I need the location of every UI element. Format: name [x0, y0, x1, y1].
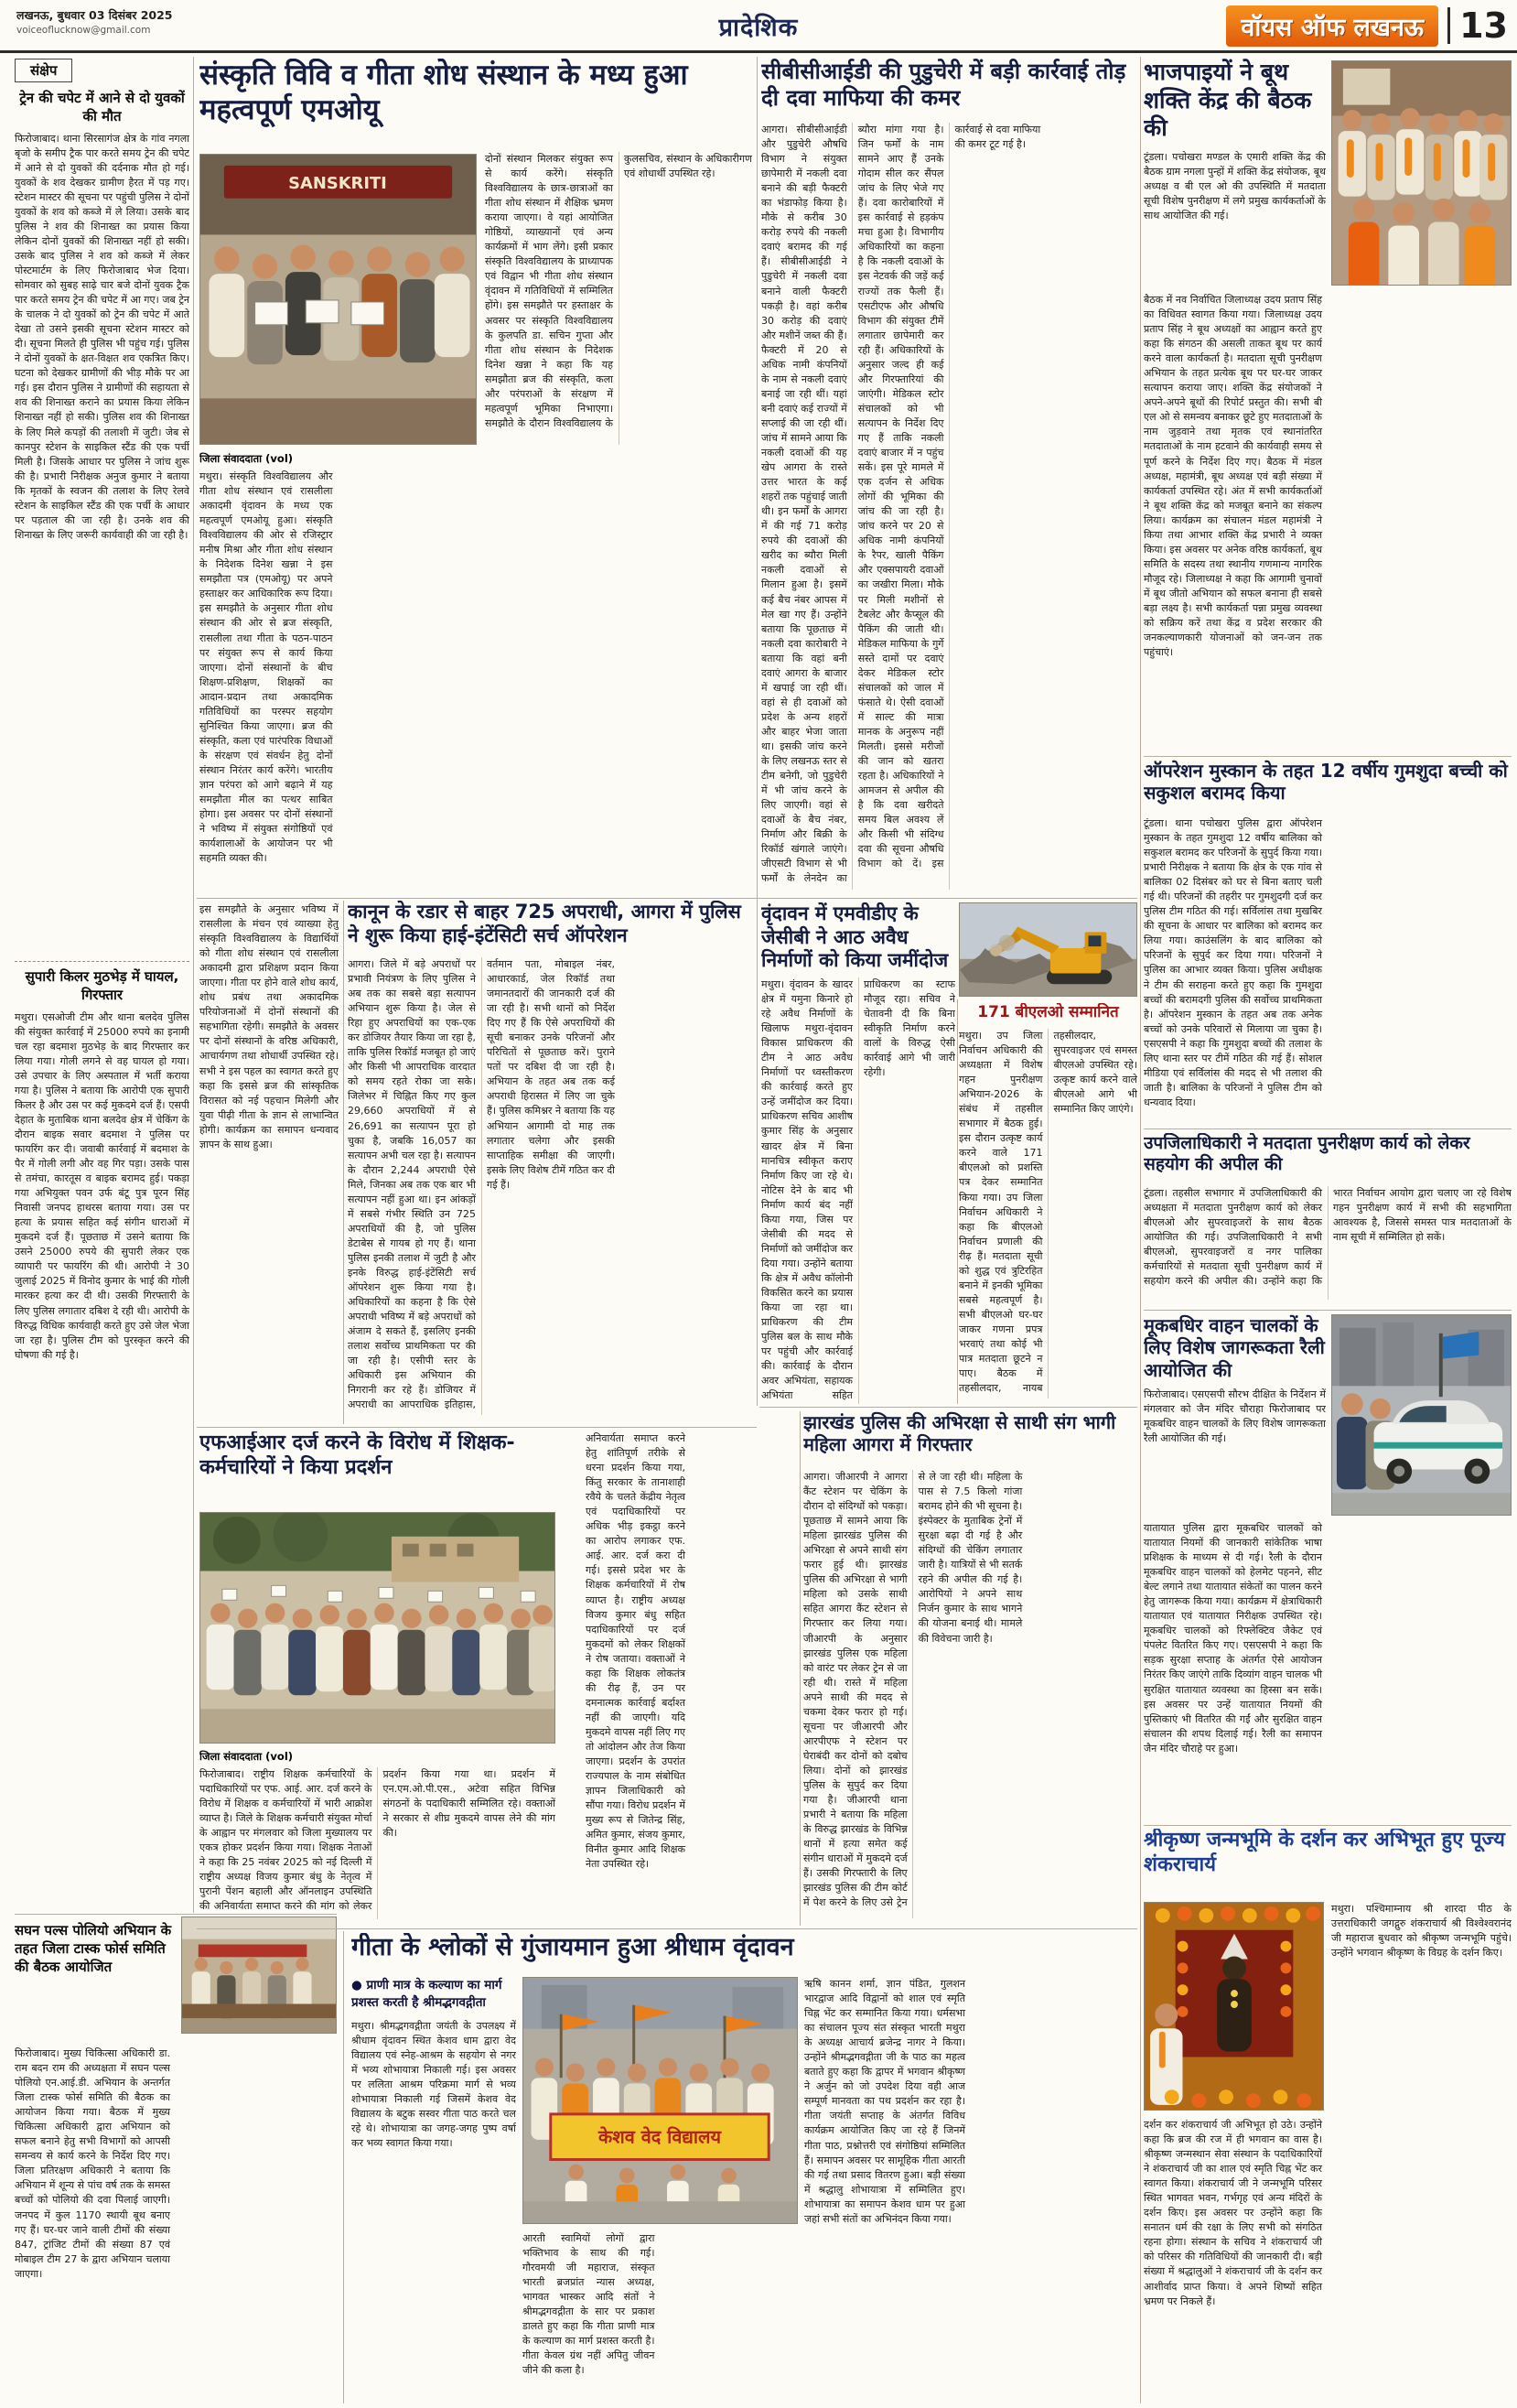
- rally-photo-wrap: [1331, 1314, 1512, 1516]
- jcb-demolition-photo: [959, 902, 1137, 997]
- briefs-divider: [15, 961, 189, 962]
- bjp-photo-wrap: [1331, 60, 1512, 286]
- column-rule: [757, 57, 758, 1406]
- mou-headline: संस्कृति विवि व गीता शोध संस्थान के मध्य हुआ महत्वपूर्ण एमओयू: [199, 59, 688, 126]
- article-sdm-appeal: [1144, 1133, 1512, 1305]
- column-rule: [800, 1411, 801, 1926]
- muskan-headline: ऑपरेशन मुस्कान के तहत 12 वर्षीय गुमशुदा बच्ची को सकुशल बरामद किया: [1144, 760, 1508, 804]
- shankaracharya-body-main: दर्शन कर शंकराचार्य जी अभिभूत हो उठे। उन्होंने कहा कि ब्रज की रज में ही भगवान का वास है। श्रीकृष्ण जन्मस्थान सेवा संस्थान के पदाधिकारियों ने शंकराचार्य जी का शाल एवं स्मृति चिह्न भेंट कर स्वागत किया। शंकराचार्य जी ने जन्मभूमि परिसर स्थित भागवत भवन, गर्भगृह एवं अन्य मंदिरों के दर्शन किए। इस अवसर पर उन्होंने कहा कि सनातन धर्म की रक्षा के लिए सभी को संगठित रहना होगा। संस्थान के सचिव ने शंकराचार्य जी को परिसर की गतिविधियों की जानकारी दी। बड़ी संख्या में श्रद्धालुओं ने शंकराचार्य जी के दर्शन कर आशीर्वाद प्राप्त किया। वे अपने शिष्यों सहित भ्रमण पर निकले हैं।: [1144, 2119, 1322, 2307]
- blo-headline: 171 बीएलओ सम्मानित: [977, 1003, 1119, 1021]
- bjp-body: बैठक में नव निर्वाचित जिलाध्यक्ष उदय प्रताप सिंह का विधिवत स्वागत किया गया। जिलाध्यक्ष उदय प्रताप सिंह ने बूथ अध्यक्षों का आह्वान करते हुए कहा कि संगठन की असली ताकत बूथ पर कार्य करने वाला कार्यकर्ता है। मतदाता सूची पुनरीक्षण अभियान के तहत प्रत्येक बूथ पर घर-घर जाकर सत्यापन कराया जाए। शक्ति केंद्र संयोजकों ने अपने-अपने बूथों की रिपोर्ट प्रस्तुत की। सभी बी एल ओ से समन्वय बनाकर छूटे हुए मतदाताओं के नाम जुड़वाने तथा मृतक एवं स्थानांतरित मतदाताओं के नाम हटवाने की कार्यवाही समय से पूर्ण करने के निर्देश दिए गए। बैठक में मंडल अध्यक्ष, महामंत्री, बूथ अध्यक्ष एवं बड़ी संख्या में कार्यकर्ता उपस्थित रहे। अंत में सभी कार्यकर्ताओं ने बूथ शक्ति केंद्र को मजबूत बनाने का संकल्प लिया। कार्यक्रम का संचालन मंडल महामंत्री ने किया तथा आभार शक्ति केंद्र प्रभारी ने व्यक्त किया। इस अवसर पर अनेक वरिष्ठ कार्यकर्ता, बूथ समिति के सदस्य तथा स्थानीय गणमान्य नागरिक मौजूद रहे। जिलाध्यक्ष ने कहा कि आगामी चुनावों में बूथ जीतो अभियान को सफल बनाना ही सबसे बड़ा लक्ष्य है। सभी कार्यकर्ता पन्ना प्रमुख व्यवस्था को सक्रिय करें तथा केंद्र व प्रदेश सरकार की जनकल्याणकारी योजनाओं को जन-जन तक पहुंचाएं।: [1144, 294, 1322, 659]
- edition-date: लखनऊ, बुधवार 03 दिसंबर 2025: [16, 8, 173, 22]
- procession-photo: [522, 1977, 798, 2224]
- shankaracharya-darshan-photo: [1144, 1902, 1324, 2111]
- article-jharkhand-arrest: [803, 1411, 1137, 1924]
- column-rule: [193, 57, 194, 1913]
- article-operation-muskan: [1144, 760, 1512, 1124]
- section-rule: [197, 1427, 757, 1428]
- brief-contract-killer: [15, 968, 189, 1907]
- section-rule: [1144, 1310, 1512, 1311]
- geeta-left-col: [351, 1977, 516, 2403]
- brief-headline: सुपारी किलर मुठभेड़ में घायल, गिरफ्तार: [25, 968, 179, 1003]
- page-header: [0, 0, 1517, 53]
- article-radar-criminals: [348, 901, 754, 1424]
- column-rule: [343, 1931, 344, 2403]
- teachers-protest-photo: [199, 1512, 555, 1744]
- shankaracharya-headline: श्रीकृष्ण जन्मभूमि के दर्शन कर अभिभूत हुए पूज्य शंकराचार्य: [1144, 1829, 1505, 1876]
- radar-headline: कानून के रडार से बाहर 725 अपराधी, आगरा में पुलिस ने शुरू किया हाई-इंटेंसिटी सर्च ऑपरेशन: [348, 901, 741, 946]
- bjp-intro: टूंडला। पचोखरा मण्डल के एमारी शक्ति केंद्र की बैठक ग्राम नगला पुन्हों में शक्ति केंद्र संयोजक, बूथ अध्यक्ष व बी एल ओ की उपस्थिति में मतदाता सूची विशेष पुनरीक्षण में लगे प्रमुख कार्यकर्ताओं के साथ आयोजित की गई।: [1144, 151, 1326, 222]
- geeta-body-right: ऋषि कानन शर्मा, ज्ञान पंडित, गुलशन भारद्वाज आदि विद्वानों को शाल एवं स्मृति चिह्न भेंट कर सम्मानित किया गया। धर्मसभा का संचालन पूज्य संत संस्कृत भारती मथुरा के अध्यक्ष आचार्य ब्रजेन्द्र नागर ने किया। उन्होंने श्रीमद्भगवद्गीता जी के पाठ का महत्व बताते हुए कहा कि द्वापर में भगवान श्रीकृष्ण ने अर्जुन को जो उपदेश दिया वही आज सम्पूर्ण मानवता का पथ प्रदर्शन कर रहा है। गीता जयंती सप्ताह के अंतर्गत विविध कार्यक्रम आयोजित किए जा रहे हैं जिनमें गीता पाठ, प्रश्नोत्तरी एवं संगोष्ठियां सम्मिलित हैं। समापन अवसर पर सामूहिक गीता आरती की गई तथा प्रसाद वितरण हुआ। बड़ी संख्या में श्रद्धालु शोभायात्रा में सम्मिलित हुए। शोभायात्रा का समापन केशव धाम पर हुआ जहां सभी संतों का अभिनंदन किया गया।: [804, 1978, 965, 2225]
- brief-body: फिरोजाबाद। मुख्य चिकित्सा अधिकारी डा. राम बदन राम की अध्यक्षता में सघन पल्स पोलियो एन.आई.डी. अभियान के अन्तर्गत जिला टास्क फोर्स समिति की बैठक का आयोजन किया गया। बैठक में मुख्य चिकित्सा अधिकारी द्वारा अभियान को सफल बनाने हेतु सभी विभागों को आपसी समन्वय से कार्य करने के निर्देश दिए गए। जिला प्रतिरक्षण अधिकारी ने बताया कि अभियान में शून्य से पांच वर्ष तक के समस्त बच्चों को पोलियो की दवा पिलाई जाएगी। जनपद में कुल 1170 स्थायी बूथ बनाए गए हैं। घर-घर जाने वाली टीमों की संख्या 847, ट्रांजिट टीमों की संख्या 87 एवं मोबाइल टीम 27 के द्वारा अभियान चलाया जाएगा।: [15, 2047, 170, 2280]
- fir-body-side: अनिवार्यता समाप्त करने हेतु शांतिपूर्ण तरीके से धरना प्रदर्शन किया गया, किंतु सरकार के तानाशाही रवैये के चलते केंद्रीय नेतृत्व एवं पदाधिकारियों पर अधिक भीड़ इकट्ठा करने का आरोप लगाकर एफ. आई. आर. दर्ज करा दी गई। इससे प्रदेश भर के शिक्षक कर्मचारियों में रोष व्याप्त है। राष्ट्रीय अध्यक्ष विजय कुमार बंधु सहित पदाधिकारियों पर दर्ज मुकदमों को लेकर शिक्षकों ने रोष जताया। वक्ताओं ने कहा कि शिक्षक लोकतंत्र की रीढ़ हैं, उन पर दमनात्मक कार्रवाई बर्दाश्त नहीं की जाएगी। यदि मुकदमे वापस नहीं लिए गए तो आंदोलन और तेज किया जाएगा। प्रदर्शन के उपरांत राज्यपाल के नाम संबोधित ज्ञापन जिलाधिकारी को सौंपा गया। विरोध प्रदर्शन में मुख्य रूप से जितेन्द्र सिंह, अमित कुमार, संजय कुमार, विनीत कुमार आदि शिक्षक नेता उपस्थित रहे।: [586, 1432, 685, 1871]
- rally-body: यातायात पुलिस द्वारा मूकबधिर चालकों को यातायात नियमों की जानकारी सांकेतिक भाषा प्रशिक्षक के माध्यम से दी गई। रैली के दौरान मूकबधिर वाहन चालकों को हेलमेट पहनने, सीट बेल्ट लगाने तथा यातायात संकेतों का पालन करने हेतु जागरूक किया गया। कार्यक्रम में क्षेत्राधिकारी यातायात एवं यातायात निरीक्षक उपस्थित रहे। मूकबधिर चालकों को रिफ्लेक्टिव जैकेट एवं पंपलेट वितरित किए गए। एसएसपी ने कहा कि सड़क सुरक्षा सप्ताह के अंतर्गत ऐसे आयोजन निरंतर किए जाएंगे ताकि दिव्यांग वाहन चालक भी सुरक्षित यातायात व्यवस्था का हिस्सा बन सकें। इस अवसर पर उन्हें यातायात नियमों की पुस्तिकाएं भी वितरित की गईं और सुरक्षित वाहन संचालन की शपथ दिलाई गई। रैली का समापन जैन मंदिर चौराहे पर हुआ।: [1144, 1522, 1322, 1755]
- rally-intro: फिरोजाबाद। एसएसपी सौरभ दीक्षित के निर्देशन में मंगलवार को जैन मंदिर चौराहा फिरोजाबाद पर मूकबधिर वाहन चालकों के लिए विशेष जागरूकता रैली आयोजित की गई।: [1144, 1388, 1326, 1445]
- jcb-body: मथुरा। वृंदावन के खादर क्षेत्र में यमुना किनारे हो रहे अवैध निर्माणों के खिलाफ मथुरा-वृंदावन विकास प्राधिकरण की टीम ने आठ अवैध निर्माणों पर ध्वस्तीकरण की कार्रवाई करते हुए उन्हें जमींदोज कर दिया। प्राधिकरण सचिव आशीष कुमार सिंह के अनुसार खादर क्षेत्र में बिना मानचित्र स्वीकृत कराए निर्माण किए जा रहे थे। नोटिस देने के बाद भी निर्माण कार्य बंद नहीं किया गया, जिस पर जेसीबी की मदद से निर्माणों को जमींदोज कर दिया गया। उन्होंने बताया कि क्षेत्र में अवैध कॉलोनी विकसित करने का प्रयास किया जा रहा था। प्राधिकरण की टीम पुलिस बल के साथ मौके पर पहुंची और कार्रवाई की। कार्रवाई के दौरान अवर अभियंता, सहायक अभियंता सहित प्राधिकरण का स्टाफ मौजूद रहा। सचिव ने चेतावनी दी कि बिना स्वीकृति निर्माण करने वालों के विरुद्ध ऐसी कार्रवाई आगे भी जारी रहेगी।: [761, 978, 955, 1402]
- geeta-body-left: मथुरा। श्रीमद्भगवद्गीता जयंती के उपलक्ष्य में श्रीधाम वृंदावन स्थित केशव धाम द्वारा वेद विद्यालय एवं स्नेह-आश्रम के सहयोग से नगर में भव्य शोभायात्रा निकाली गई। इस अवसर पर ललिता आश्रम परिक्रमा मार्ग से भव्य शोभायात्रा निकाली गई जिसमें केशव वेद विद्यालय के बटुक सस्वर गीता पाठ करते चल रहे थे। शोभायात्रा का जगह-जगह पुष्प वर्षा कर भव्य स्वागत किया गया।: [351, 2019, 516, 2150]
- section-rule: [15, 1914, 337, 1915]
- section-rule: [1144, 1825, 1512, 1826]
- section-rule: [197, 898, 1137, 899]
- photo-banner-text: SANSKRITI: [288, 173, 387, 193]
- procession-banner-text: केशव वेद विद्यालय: [598, 2126, 721, 2148]
- geeta-body-below: आरती स्वामियों लोगों द्वारा भक्तिभाव के साथ की गई। गौरवमयी जी महाराज, संस्कृत भारती ब्रजप्रांत न्यास अध्यक्ष, भागवत भास्कर आदि संतों ने श्रीमद्भगवद्गीता के सार पर प्रकाश डालते हुए कहा कि गीता प्राणी मात्र के कल्याण का मार्ग प्रशस्त करती है। गीता केवल ग्रंथ नहीं अपितु जीवन जीने की कला है।: [522, 2232, 655, 2377]
- brief-polio-taskforce: [15, 1917, 337, 2403]
- jcb-headline: वृंदावन में एमवीडीए के जेसीबी ने आठ अवैध निर्माणों को किया जमींदोज: [761, 902, 949, 972]
- column-rule: [1140, 57, 1141, 2403]
- sdm-headline: उपजिलाधिकारी ने मतदाता पुनरीक्षण कार्य को लेकर सहयोग की अपील की: [1144, 1133, 1470, 1175]
- masthead-divider: [1447, 7, 1450, 44]
- muskan-body: टूंडला। थाना पचोखरा पुलिस द्वारा ऑपरेशन मुस्कान के तहत गुमशुदा 12 वर्षीय बालिका को सकुशल बरामद कर परिजनों के सुपुर्द किया गया। प्रभारी निरीक्षक ने बताया कि क्षेत्र के एक गांव से बालिका 02 दिसंबर को घर से बिना बताए चली गई थी। परिजनों की तहरीर पर गुमशुदगी दर्ज कर पुलिस टीम गठित की गई। सर्विलांस तथा मुखबिर की सूचना के आधार पर बालिका को बरामद कर लिया गया। काउंसलिंग के बाद बालिका को परिजनों के सुपुर्द कर दिया गया। परिजनों ने पुलिस का आभार व्यक्त किया। पुलिस अधीक्षक ने टीम की सराहना करते हुए कहा कि गुमशुदा बच्चों की बरामदगी पुलिस की सर्वोच्च प्राथमिकता है। ऑपरेशन मुस्कान के तहत अब तक अनेक बच्चों को उनके परिवारों से मिलाया जा चुका है। एसएसपी ने कहा कि गुमशुदा बच्चों की तलाश के लिए थाना स्तर पर टीमें गठित की गई हैं। सोशल मीडिया एवं सर्विलांस की मदद से भी तलाश की जाती है। बालिका के परिजनों ने पुलिस टीम को धन्यवाद दिया।: [1144, 817, 1322, 1108]
- section-title: प्रादेशिक: [718, 14, 799, 42]
- article-cbcid-raid: [761, 59, 1137, 895]
- mou-photo-wrap: [199, 154, 477, 445]
- fir-body-main-wrap: [199, 1750, 555, 1925]
- byline: जिला संवाददाता (vol): [199, 452, 294, 465]
- fir-photo-wrap: [199, 1512, 555, 1744]
- bjp-meeting-photo: [1331, 60, 1512, 286]
- contact-email: voiceoflucknow@gmail.com: [16, 25, 151, 36]
- section-rule: [197, 1928, 1137, 1929]
- radar-body: आगरा। जिले में बड़े अपराधों पर प्रभावी नियंत्रण के लिए पुलिस ने अब तक का सबसे बड़ा सत्यापन अभियान शुरू किया है। जेल से रिहा हुए अपराधियों का एक-एक कर डोजियर तैयार किया जा रहा है, ताकि पुलिस रिकॉर्ड मजबूत हो जाएं और किसी भी आपराधिक वारदात को समय रहते रोका जा सके। जिलेभर में चिह्नित किए गए कुल 29,660 अपराधियों में से 26,691 का सत्यापन पूरा हो चुका है, जबकि 16,057 का सत्यापन अभी चल रहा है। सत्यापन के दौरान 2,244 अपराधी ऐसे मिले, जिनका अब तक एक बार भी सत्यापन नहीं हुआ था। इन आंकड़ों में सबसे गंभीर स्थिति उन 725 अपराधियों की है, जो पुलिस डेटाबेस से गायब हो गए हैं। थाना पुलिस इनकी तलाश में जुटी है और इनके विरुद्ध हाई-इंटेंसिटी सर्च ऑपरेशन शुरू किया गया है। अधिकारियों का कहना है कि ऐसे अपराधी भविष्य में बड़े अपराधों को अंजाम दे सकते हैं, इसलिए इनकी तलाश सर्वोच्च प्राथमिकता पर की जा रही है। एसीपी स्तर के अधिकारी इस अभियान की निगरानी कर रहे हैं। डोजियर में अपराधी का आपराधिक इतिहास, वर्तमान पता, मोबाइल नंबर, आधारकार्ड, जेल रिकॉर्ड तथा जमानतदारों की जानकारी दर्ज की जा रही है। सभी थानों को निर्देश दिए गए हैं कि ऐसे अपराधियों की सूची बनाकर उनके परिजनों और परिचितों से पूछताछ करें। पुराने पतों पर दबिश दी जा रही है। अभियान के तहत अब तक कई अपराधी हिरासत में लिए जा चुके हैं। पुलिस कमिश्नर ने बताया कि यह अभियान आगामी दो माह तक लगातार चलेगा और इसकी साप्ताहिक समीक्षा की जाएगी। इसके लिए विशेष टीमें गठित कर दी गई हैं।: [348, 958, 615, 1411]
- awareness-rally-car-photo: [1331, 1314, 1512, 1516]
- polio-meeting-photo: [181, 1917, 337, 2034]
- column-rule: [957, 999, 958, 1404]
- geeta-kicker: ● प्राणी मात्र के कल्याण का मार्ग प्रशस्त करती है श्रीमद्भगवद्गीता: [351, 1978, 502, 2010]
- section-rule: [1144, 756, 1512, 757]
- mou-body-continued: इस समझौते के अनुसार भविष्य में रासलीला के मंचन एवं व्याख्या हेतु संस्कृति विश्वविद्यालय के विद्यार्थियों को गीता शोध संस्थान एवं रासलीला अकादमी द्वारा प्रशिक्षण प्रदान किया जाएगा। गीता पर होने वाले शोध कार्य, शोध प्रबंध तथा अकादमिक परियोजनाओं में दोनों संस्थानों की सहभागिता रहेगी। समझौते के अवसर पर दोनों संस्थानों के वरिष्ठ अधिकारी, आचार्यगण तथा शोधार्थी उपस्थित रहे। सभी ने इस पहल का स्वागत करते हुए कहा कि इससे ब्रज की सांस्कृतिक विरासत को नई पहचान मिलेगी और युवा पीढ़ी गीता के ज्ञान से लाभान्वित होगी। कार्यक्रम का समापन धन्यवाद ज्ञापन के साथ हुआ।: [199, 903, 339, 1150]
- jharkhand-headline: झारखंड पुलिस की अभिरक्षा से साथी संग भागी महिला आगरा में गिरफ्तार: [803, 1411, 1116, 1456]
- brief-headline: ट्रेन की चपेट में आने से दो युवकों की मौत: [19, 90, 185, 124]
- blo-body: मथुरा। उप जिला निर्वाचन अधिकारी की अध्यक्षता में विशेष गहन पुनरीक्षण अभियान-2026 के संबंध में तहसील सभागार में बैठक हुई। इस दौरान उत्कृष्ट कार्य करने वाले 171 बीएलओ को प्रशस्ति पत्र देकर सम्मानित किया गया। उप जिला निर्वाचन अधिकारी ने कहा कि बीएलओ निर्वाचन प्रणाली की रीढ़ हैं। मतदाता सूची को शुद्ध एवं त्रुटिरहित बनाने में इनकी भूमिका सबसे महत्वपूर्ण है। सभी बीएलओ घर-घर जाकर गणना प्रपत्र भरवाएं तथा कोई भी पात्र मतदाता छूटने न पाए। बैठक में तहसीलदार, नायब तहसीलदार, सुपरवाइजर एवं समस्त बीएलओ उपस्थित रहे। उत्कृष्ट कार्य करने वाले बीएलओ आगे भी सम्मानित किए जाएंगे।: [959, 1030, 1137, 1395]
- shankaracharya-body-side: मथुरा। पश्चिमाम्नाय श्री शारदा पीठ के उत्तराधिकारी जगद्गुरु शंकराचार्य श्री विश्वेश्वरानंद जी महाराज बुधवार को श्रीकृष्ण जन्मभूमि पहुंचे। उन्होंने भगवान श्रीकृष्ण के विग्रह के दर्शन किए।: [1331, 1903, 1512, 1960]
- brief-train-deaths: [15, 59, 189, 959]
- mou-body-side: दोनों संस्थान मिलकर संयुक्त रूप से कार्य करेंगे। संस्कृति विश्वविद्यालय के छात्र-छात्राओं का गीता शोध संस्थान में शैक्षिक भ्रमण कराया जाएगा। वे यहां आयोजित गोष्ठियों, व्याख्यानों एवं अन्य कार्यक्रमों में भाग लेंगे। इसी प्रकार संस्कृति विश्वविद्यालय के प्राध्यापक एवं विद्वान भी गीता शोध संस्थान वृंदावन में गतिविधियों में सम्मिलित होंगे। इस समझौते पर हस्ताक्षर के अवसर पर संस्कृति विश्वविद्यालय के कुलपति डा. सचिन गुप्ता और गीता शोध संस्थान के निदेशक दिनेश खन्ना ने कहा कि यह समझौता ब्रज की संस्कृति, कला और परंपराओं के संरक्षण में महत्वपूर्ण भूमिका निभाएगा। समझौते के दौरान विश्वविद्यालय के कुलसचिव, संस्थान के अधिकारीगण एवं शोधार्थी उपस्थित रहे।: [485, 153, 752, 429]
- section-rule: [1144, 1128, 1512, 1129]
- section-rule: [759, 1407, 1137, 1408]
- brief-headline: सघन पल्स पोलियो अभियान के तहत जिला टास्क फोर्स समिति की बैठक आयोजित: [15, 1922, 172, 1975]
- geeta-photo-wrap: [522, 1977, 798, 2224]
- mou-signing-photo: [199, 154, 477, 445]
- article-blo-honoured: [959, 1003, 1137, 1404]
- cbcid-body: आगरा। सीबीसीआईडी और पुडुचेरी औषधि विभाग ने संयुक्त छापेमारी में नकली दवा बनाने की बड़ी फैक्टरी का भंडाफोड़ किया है। मौके से करीब 30 करोड़ रुपये की नकली दवाएं बरामद की गई हैं। सीबीसीआईडी ने पुडुचेरी में नकली दवा बनाने वाली फैक्टरी पकड़ी है। वहां करीब 30 करोड़ की दवाएं और मशीनें जब्त की हैं। फैक्टरी में 20 से अधिक नामी कंपनियों के नाम से नकली दवाएं बनाई जा रही थीं। यहां बनी दवाएं कई राज्यों में सप्लाई की जा रही थीं। जांच में सामने आया कि नकली दवाओं की यह खेप आगरा के रास्ते उत्तर भारत के कई शहरों तक पहुंचाई जाती थी। इन फर्मों के आगरा में की गई 71 करोड़ रुपये की दवाओं की खरीद का ब्यौरा मिली नकली दवाओं से मिलान हुआ है। इसमें कई बैच नंबर आपस में मेल खा गए हैं। उन्होंने बताया कि पूछताछ में नकली दवा कारोबारी ने बताया कि वहां बनी दवाएं आगरा के बाजार में खपाई जा रही थीं। वहां से ही दवाओं को प्रदेश के अन्य शहरों और बाहर भेजा जाता था। इसकी जांच करने के लिए लखनऊ स्तर से टीम बनेगी, जो पुडुचेरी में भी जांच करने के लिए जाएगी। वहां से दवाओं के बैच नंबर, निर्माण और बिक्री के रिकॉर्ड खंगाले जाएंगे। जीएसटी विभाग से भी फर्मों के लेनदेन का ब्यौरा मांगा गया है। जिन फर्मों के नाम सामने आए हैं उनके गोदाम सील कर सैंपल जांच के लिए भेजे गए हैं। दवा कारोबारियों में इस कार्रवाई से हड़कंप मचा हुआ है। विभागीय अधिकारियों का कहना है कि नकली दवाओं के इस नेटवर्क की जड़ें कई राज्यों तक फैली हैं। एसटीएफ और औषधि विभाग की संयुक्त टीमें लगातार छापेमारी कर रही हैं। अधिकारियों के अनुसार जल्द ही कई और गिरफ्तारियां की जाएंगी। मेडिकल स्टोर संचालकों को भी सत्यापन के निर्देश दिए गए हैं ताकि नकली दवाएं बाजार में न पहुंच सकें। इस पूरे मामले में एक दर्जन से अधिक लोगों की भूमिका की जांच की जा रही है। जांच करने पर 20 से अधिक नामी कंपनियों के रैपर, खाली पैकिंग और एक्सपायरी दवाओं का जखीरा मिला। मौके पर मिली मशीनों से टैबलेट और कैप्सूल की पैकिंग की जाती थी। मेडिकल माफिया के गुर्गे सस्ते दामों पर दवाएं देकर मेडिकल स्टोर संचालकों को जाल में फंसाते थे। ऐसी दवाओं में साल्ट की मात्रा मानक के अनुरूप नहीं मिलती। इससे मरीजों की जान को खतरा रहता है। अधिकारियों ने आमजन से अपील की है कि दवा खरीदते समय बिल अवश्य लें और किसी भी संदिग्ध दवा की सूचना औषधि विभाग को दें। इस कार्रवाई से दवा माफिया की कमर टूट गई है।: [761, 124, 1041, 885]
- brief-body: फिरोजाबाद। थाना सिरसागंज क्षेत्र के गांव नगला बृजो के समीप ट्रैक पार करते समय ट्रेन की चपेट में आने से दो युवकों की दर्दनाक मौत हो गई। युवकों के शव देखकर ग्रामीण हैरत में पड़ गए। स्टेशन मास्टर की सूचना पर पहुंची पुलिस ने दोनों युवकों के शव को कब्जे में ले लिया। उसके बाद पुलिस ने शव की शिनाख्त का प्रयास किया लेकिन दोनों युवकों की शिनाख्त नहीं हो सकी। उसके बाद पुलिस ने शव को कब्जे में लेकर पोस्टमार्टम के लिए फिरोजाबाद भेज दिया। सोमवार को सुबह साढ़े चार बजे दोनों युवक ट्रैक पार करते समय ट्रेन की चपेट में आ गए। जब ट्रेन के चालक ने दो युवकों को ट्रेन की चपेट में आते देखा तो उसने इसकी सूचना स्टेशन मास्टर को दी। सूचना मिलते ही पुलिस भी पहुंच गई। पुलिस ने दोनों युवकों के क्षत-विक्षत शव एकत्रित किए। घटना को देखकर ग्रामीणों की भीड़ मौके पर आ गई। इस दौरान पुलिस ने ग्रामीणों की सहायता से शव की शिनाख्त कराने का प्रयास किया लेकिन शिनाख्त नहीं हो सकी। पुलिस शव की शिनाख्त के लिए मिले कपड़ों की तलाशी में जुटी। जेब से कानपुर स्टेशन के साइकिल स्टैंड की एक पर्ची मिली है। जिसके आधार पर पुलिस ने जांच शुरू की है। प्रभारी निरीक्षक अनुज कुमार ने बताया कि मृतकों के स्वजन की तलाश के लिए रेलवे स्टेशन के साइकिल स्टैंड की एक पर्ची के आधार पर पड़ताल की जा रही है। उनके शव की शिनाख्त के लिए जरूरी कार्यवाही की जा रही है।: [15, 132, 189, 541]
- fir-headline: एफआईआर दर्ज करने के विरोध में शिक्षक-कर्मचारियों ने किया प्रदर्शन: [199, 1431, 515, 1479]
- sdm-body: टूंडला। तहसील सभागार में उपजिलाधिकारी की अध्यक्षता में मतदाता पुनरीक्षण कार्य को लेकर बीएलओ और सुपरवाइजरों के साथ बैठक आयोजित की गई। उपजिलाधिकारी ने सभी बीएलओ, सुपरवाइजरों व नगर पालिका कर्मचारियों से मतदाता सूची पुनरीक्षण कार्य में सहयोग करने की अपील की। उन्होंने कहा कि भारत निर्वाचन आयोग द्वारा चलाए जा रहे विशेष गहन पुनरीक्षण कार्य में सभी की सहभागिता आवश्यक है, जिससे समस्त पात्र मतदाताओं के नाम सूची में सम्मिलित हो सकें।: [1144, 1187, 1512, 1288]
- jharkhand-body: आगरा। जीआरपी ने आगरा कैंट स्टेशन पर चेकिंग के दौरान दो संदिग्धों को पकड़ा। पूछताछ में सामने आया कि महिला झारखंड पुलिस की अभिरक्षा से अपने साथी संग फरार हुई थी। झारखंड पुलिस की अभिरक्षा से भागी महिला को उसके साथी सहित आगरा कैंट स्टेशन से गिरफ्तार कर लिया गया। जीआरपी के अनुसार झारखंड पुलिस एक महिला को वारंट पर लेकर ट्रेन से जा रही थी। रास्ते में महिला अपने साथी की मदद से चकमा देकर फरार हो गई। सूचना पर जीआरपी और आरपीएफ ने स्टेशन पर घेराबंदी कर दोनों को दबोच लिया। दोनों को झारखंड पुलिस के सुपुर्द कर दिया गया है। जीआरपी थाना प्रभारी ने बताया कि महिला के विरुद्ध झारखंड के विभिन्न थानों में हत्या समेत कई संगीन धाराओं में मुकदमे दर्ज हैं। उसकी गिरफ्तारी के लिए झारखंड पुलिस की टीम कोर्ट में पेश करने के लिए उसे ट्रेन से ले जा रही थी। महिला के पास से 7.5 किलो गांजा बरामद होने की भी सूचना है। इंस्पेक्टर के मुताबिक ट्रेनों में सुरक्षा बढ़ा दी गई है और संदिग्धों की चेकिंग लगातार जारी है। यात्रियों से भी सतर्क रहने की अपील की गई है। आरोपियों ने अपने साथ निर्जन कुमार के साथ भागने की योजना बनाई थी। मामले की विवेचना जारी है।: [803, 1471, 1023, 1909]
- bjp-headline: भाजपाइयों ने बूथ शक्ति केंद्र की बैठक की: [1144, 59, 1312, 141]
- mou-body-main-wrap: [199, 452, 477, 895]
- column-rule: [343, 901, 344, 1424]
- jcb-photo-wrap: [959, 902, 1137, 997]
- mou-body-main: मथुरा। संस्कृति विश्वविद्यालय और गीता शोध संस्थान एवं रासलीला अकादमी वृंदावन के मध्य एक महत्वपूर्ण एमओयू हुआ। संस्कृति विश्वविद्यालय की ओर से रजिस्ट्रार मनीष मिश्रा और गीता शोध संस्थान के निदेशक दिनेश खन्ना ने इस समझौता पत्र (एमओयू) पर अपने हस्ताक्षर कर आधिकारिक रूप दिया। इस समझौते के अनुसार गीता शोध संस्थान की ओर से ब्रज संस्कृति, रासलीला तथा गीता के पठन-पाठन पर संयुक्त रूप से कार्य किया जाएगा। दोनों संस्थानों के बीच शिक्षण-प्रशिक्षण, शिक्षकों का आदान-प्रदान तथा अकादमिक गतिविधियों का परस्पर सहयोग सुनिश्चित किया जाएगा। ब्रज की संस्कृति, कला एवं पारंपरिक विधाओं के संरक्षण एवं संवर्धन हेतु दोनों संस्थान निरंतर कार्य करेंगे। भारतीय ज्ञान परंपरा को आगे बढ़ाने में यह समझौता मील का पत्थर साबित होगा। इस अवसर पर दोनों संस्थानों ने भविष्य में संयुक्त संगोष्ठियों एवं कार्यशालाओं के आयोजन पर भी सहमति व्यक्त की।: [199, 470, 333, 865]
- fir-body-main: फिरोजाबाद। राष्ट्रीय शिक्षक कर्मचारियों के पदाधिकारियों पर एफ. आई. आर. दर्ज करने के विरोध में शिक्षक व कर्मचारियों में भारी आक्रोश व्याप्त है। जिले के शिक्षक कर्मचारी संयुक्त मोर्चा के आह्वान पर मंगलवार को जिला मुख्यालय पर एकत्र होकर प्रदर्शन किया गया। शिक्षक नेताओं ने कहा कि 25 नवंबर 2025 को नई दिल्ली में राष्ट्रीय अध्यक्ष विजय कुमार बंधु के नेतृत्व में पुरानी पेंशन बहाली और ऑनलाइन उपस्थिति की अनिवार्यता समाप्त करने की मांग को लेकर प्रदर्शन किया गया था। प्रदर्शन में एन.एम.ओ.पी.एस., अटेवा सहित विभिन्न संगठनों के पदाधिकारी सम्मिलित रहे। वक्ताओं ने सरकार से शीघ्र मुकदमे वापस लेने की मांग की।: [199, 1768, 555, 1913]
- geeta-headline: गीता के श्लोकों से गुंजायमान हुआ श्रीधाम वृंदावन: [351, 1933, 794, 1961]
- byline: जिला संवाददाता (vol): [199, 1750, 294, 1763]
- masthead: [1226, 4, 1508, 48]
- rally-headline: मूकबधिर वाहन चालकों के लिए विशेष जागरूकता रैली आयोजित की: [1144, 1314, 1325, 1381]
- page-number: 13: [1459, 5, 1508, 46]
- newspaper-name: वॉयस ऑफ लखनऊ: [1226, 5, 1438, 47]
- cbcid-headline: सीबीसीआईडी की पुडुचेरी में बड़ी कार्रवाई तोड़ दी दवा माफिया की कमर: [761, 59, 1126, 112]
- briefs-section-label: संक्षेप: [15, 59, 72, 82]
- shankaracharya-photo-wrap: [1144, 1902, 1324, 2111]
- brief-body: मथुरा। एसओजी टीम और थाना बलदेव पुलिस की संयुक्त कार्रवाई में 25000 रुपये का इनामी चल रहा बदमाश मुठभेड़ के बाद गिरफ्तार कर लिया गया। गोली लगने से वह घायल हो गया। उसे उपचार के लिए अस्पताल में भर्ती कराया गया है। पुलिस ने बताया कि आरोपी एक सुपारी किलर है और उस पर कई मुकदमे दर्ज हैं। एसपी देहात के मुताबिक थाना बलदेव क्षेत्र में चेकिंग के दौरान बाइक सवार बदमाश ने पुलिस पर फायरिंग कर दी। जवाबी कार्रवाई में बदमाश के पैर में गोली लगी और वह गिर पड़ा। उसके पास से तमंचा, कारतूस व बाइक बरामद हुई। पकड़ा गया अभियुक्त पवन उर्फ बंटू पुत्र पूरन सिंह निवासी जनपद हाथरस बताया गया। उस पर हत्या के प्रयास सहित कई संगीन धाराओं में मुकदमे दर्ज हैं। पूछताछ में उसने बताया कि उसने 25000 रुपये की सुपारी लेकर एक व्यापारी पर फायरिंग की थी। आरोपी ने 30 जुलाई 2025 में विनोद कुमार के भाई की गोली मारकर हत्या कर दी थी। उसकी गिरफ्तारी के लिए पुलिस लगातार दबिश दे रही थी। आरोपी के विरुद्ध विधिक कार्यवाही करते हुए उसे जेल भेजा जा रहा है। पुलिस टीम को पुरस्कृत करने की घोषणा की गई है।: [15, 1010, 189, 1361]
- brief-photo-wrap: [181, 1917, 337, 2034]
